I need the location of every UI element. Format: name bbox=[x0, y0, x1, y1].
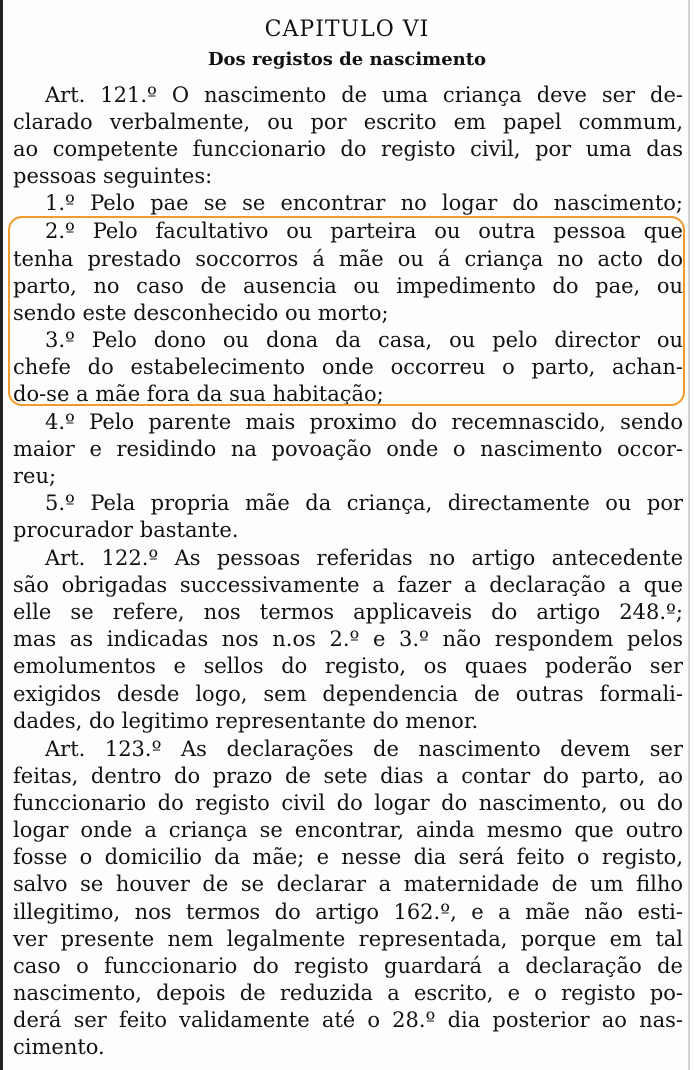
text-line: 2.º Pelo facultativo ou parteira ou outra pessoa que bbox=[45, 219, 683, 243]
text-line: emolumentos e sellos do registo, os quaes poderão ser bbox=[13, 654, 683, 678]
text-line: 3.º Pelo dono ou dona da casa, ou pelo director ou bbox=[45, 328, 683, 352]
text-line: salvo se houver de se declarar a maternidade de um filho bbox=[13, 872, 683, 896]
text-line: tenha prestado soccorros á mãe ou á criança no acto do bbox=[13, 247, 683, 271]
text-line: fosse o domicilio da mãe; e nesse dia será feito o registo, bbox=[13, 845, 683, 869]
text-line: Art. 122.º As pessoas referidas no artigo antecedente bbox=[45, 546, 683, 570]
chapter-title: CAPITULO VI bbox=[264, 17, 430, 42]
text-line: elle se refere, nos termos applicaveis do artigo 248.º; bbox=[13, 600, 683, 624]
text-line: mas as indicadas nos n.os 2.º e 3.º não respondem pelos bbox=[13, 627, 683, 651]
text-line: clarado verbalmente, ou por escrito em papel commum, bbox=[13, 110, 683, 134]
text-line: nascimento, depois de reduzida a escrito, e o registo po- bbox=[13, 981, 683, 1005]
right-margin-rule bbox=[688, 0, 690, 1070]
text-line: Art. 123.º As declarações de nascimento devem ser bbox=[45, 737, 683, 761]
highlight-annotation-box bbox=[8, 216, 685, 406]
text-line: funccionario do registo civil do logar do nascimento, ou do bbox=[13, 791, 683, 815]
text-line: exigidos desde logo, sem dependencia de outras formali- bbox=[13, 682, 683, 706]
text-line: 4.º Pelo parente mais proximo do recemnascido, sendo bbox=[45, 410, 683, 434]
text-line: illegitimo, nos termos do artigo 162.º, e a mãe não esti- bbox=[13, 900, 683, 924]
text-line: 1.º Pelo pae se se encontrar no logar do nascimento; bbox=[45, 191, 683, 215]
text-line: 5.º Pela propria mãe da criança, directamente ou por bbox=[45, 491, 683, 515]
text-line: cimento. bbox=[13, 1035, 105, 1059]
text-line: ao competente funccionario do registo civil, por uma das bbox=[13, 137, 683, 161]
text-line: pessoas seguintes: bbox=[13, 164, 213, 188]
text-line: dades, do legitimo representante do menor. bbox=[13, 709, 479, 733]
text-line: procurador bastante. bbox=[13, 518, 239, 542]
text-line: feitas, dentro do prazo de sete dias a contar do parto, ao bbox=[13, 764, 683, 788]
text-line: logar onde a criança se encontrar, ainda mesmo que outro bbox=[13, 818, 683, 842]
text-line: ver presente nem legalmente representada, porque em tal bbox=[13, 927, 683, 951]
left-margin-rule bbox=[0, 0, 3, 1070]
text-line: Art. 121.º O nascimento de uma criança deve ser de- bbox=[45, 83, 683, 107]
text-line: derá ser feito validamente até o 28.º dia posterior ao nas- bbox=[13, 1008, 683, 1032]
text-line: sendo este desconhecido ou morto; bbox=[13, 301, 389, 325]
text-line: são obrigadas successivamente a fazer a declaração a que bbox=[13, 573, 683, 597]
text-line: chefe do estabelecimento onde occorreu o parto, achan- bbox=[13, 355, 683, 379]
text-line: maior e residindo na povoação onde o nascimento occor- bbox=[13, 437, 683, 461]
text-line: do-se a mãe fora da sua habitação; bbox=[13, 382, 384, 406]
text-line: caso o funccionario do registo guardará a declaração de bbox=[13, 954, 683, 978]
text-line: parto, no caso de ausencia ou impedimento do pae, ou bbox=[13, 274, 683, 298]
chapter-subtitle: Dos registos de nascimento bbox=[207, 49, 487, 70]
text-line: reu; bbox=[13, 464, 57, 488]
